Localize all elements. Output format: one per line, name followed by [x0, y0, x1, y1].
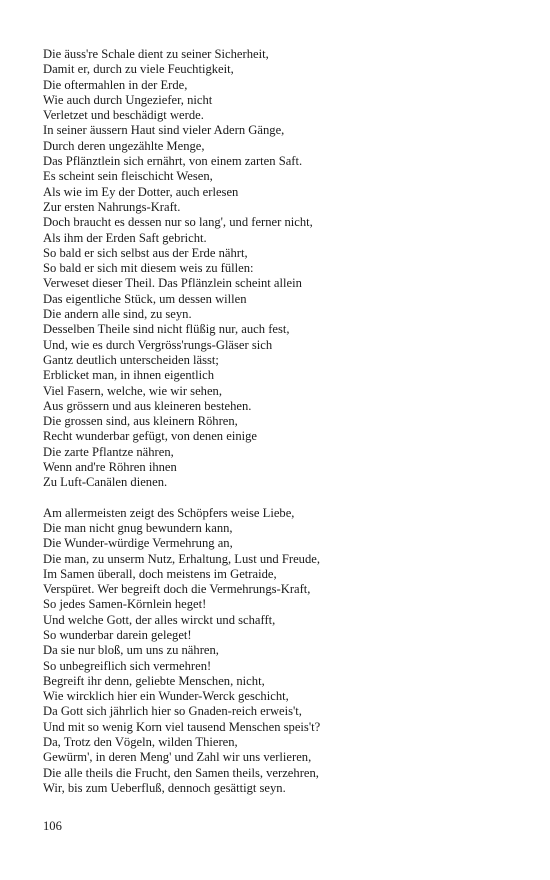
- poem-line: Und mit so wenig Korn viel tausend Menschen speis't?: [43, 719, 321, 734]
- poem-line: So bald er sich selbst aus der Erde nährt,: [43, 245, 248, 260]
- poem-line: So wunderbar darein geleget!: [43, 627, 192, 642]
- poem-line: So unbegreiflich sich vermehren!: [43, 658, 212, 673]
- poem-line: Damit er, durch zu viele Feuchtigkeit,: [43, 62, 234, 77]
- poem-line: Da, Trotz den Vögeln, wilden Thieren,: [43, 735, 238, 750]
- poem-line: Als wie im Ey der Dotter, auch erlesen: [43, 184, 239, 199]
- poem-line: Die oftermahlen in der Erde,: [43, 77, 188, 92]
- poem-line: Wie wircklich hier ein Wunder-Werck geschicht,: [43, 689, 289, 704]
- poem-line: Die alle theils die Frucht, den Samen theils, verzehren,: [43, 765, 319, 780]
- poem-line: Begreift ihr denn, geliebte Menschen, nicht,: [43, 673, 265, 688]
- poem-line: Und, wie es durch Vergröss'rungs-Gläser sich: [43, 337, 273, 352]
- poem-line: Zur ersten Nahrungs-Kraft.: [43, 199, 181, 214]
- poem-line: Aus grössern und aus kleineren bestehen.: [43, 398, 252, 413]
- poem-line: Zu Luft-Canälen dienen.: [43, 475, 168, 490]
- poem-line: Verspüret. Wer begreift doch die Vermehrungs-Kraft,: [43, 582, 311, 597]
- poem-line: Verletzet und beschädigt werde.: [43, 108, 204, 123]
- poem-line: Durch deren ungezählte Menge,: [43, 138, 205, 153]
- poem-line: Gewürm', in deren Meng' und Zahl wir uns verlieren,: [43, 750, 312, 765]
- poem-line: Es scheint sein fleischicht Wesen,: [43, 169, 213, 184]
- poem-line: So jedes Samen-Körnlein heget!: [43, 597, 207, 612]
- stanza-1: [43, 47, 513, 491]
- poem-line: Desselben Theile sind nicht flüßig nur, auch fest,: [43, 322, 290, 337]
- poem-line: Wir, bis zum Ueberfluß, dennoch gesättigt seyn.: [43, 780, 286, 795]
- poem-line: Die andern alle sind, zu seyn.: [43, 307, 192, 322]
- poem-line: Wie auch durch Ungeziefer, nicht: [43, 92, 213, 107]
- poem-line: Als ihm der Erden Saft gebricht.: [43, 230, 207, 245]
- poem-line: Und welche Gott, der alles wirckt und schafft,: [43, 612, 276, 627]
- poem-line: Wenn and're Röhren ihnen: [43, 460, 177, 475]
- poem-line: So bald er sich mit diesem weis zu füllen:: [43, 261, 254, 276]
- poem-line: Das Pflänztlein sich ernährt, von einem zarten Saft.: [43, 154, 303, 169]
- poem-line: Da Gott sich jährlich hier so Gnaden-reich erweis't,: [43, 704, 302, 719]
- poem-line: Gantz deutlich unterscheiden lässt;: [43, 352, 219, 367]
- poem-line: Viel Fasern, welche, wie wir sehen,: [43, 383, 222, 398]
- poem-line: Recht wunderbar gefügt, von denen einige: [43, 429, 258, 444]
- poem-line: Doch braucht es dessen nur so lang', und ferner nicht,: [43, 215, 313, 230]
- poem-line: Da sie nur bloß, um uns zu nähren,: [43, 643, 219, 658]
- poem-line: Verweset dieser Theil. Das Pflänzlein scheint allein: [43, 276, 302, 291]
- poem-line: Die äuss're Schale dient zu seiner Sicherheit,: [43, 47, 269, 61]
- poem-line: Im Samen überall, doch meistens im Getraide,: [43, 566, 277, 581]
- poem-line: Am allermeisten zeigt des Schöpfers weise Liebe,: [43, 505, 295, 520]
- poem-line: In seiner äussern Haut sind vieler Adern Gänge,: [43, 123, 285, 138]
- page-number: 106: [43, 819, 62, 833]
- stanza-2: [43, 506, 513, 797]
- poem-text: [43, 47, 513, 796]
- poem-line: Das eigentliche Stück, um dessen willen: [43, 291, 247, 306]
- poem-line: Die zarte Pflantze nähren,: [43, 444, 174, 459]
- poem-line: Die grossen sind, aus kleinern Röhren,: [43, 414, 238, 429]
- poem-line: Die man nicht gnug bewundern kann,: [43, 520, 233, 535]
- poem-line: Die man, zu unserm Nutz, Erhaltung, Lust und Freude,: [43, 551, 321, 566]
- poem-line: Erblicket man, in ihnen eigentlich: [43, 368, 215, 383]
- poem-line: Die Wunder-würdige Vermehrung an,: [43, 536, 233, 551]
